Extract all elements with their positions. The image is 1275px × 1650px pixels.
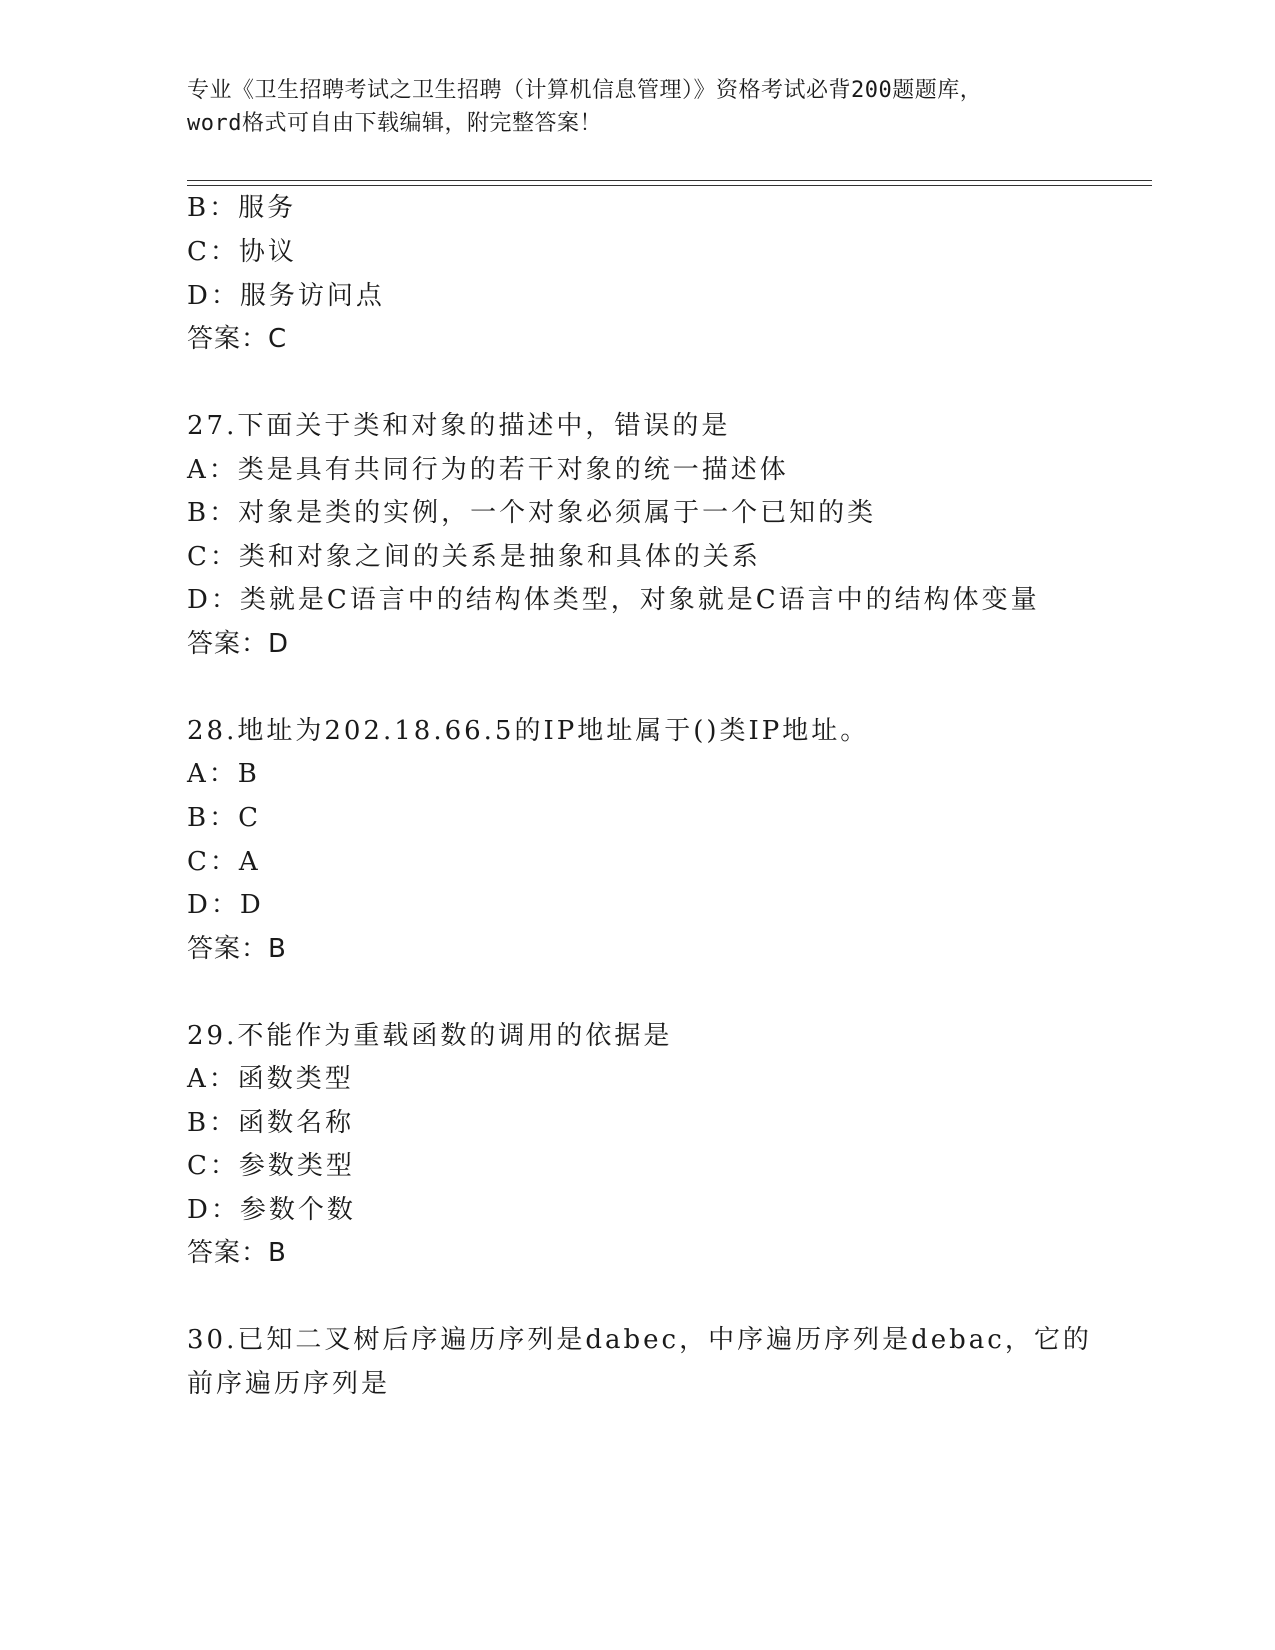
header-title-line-1: 专业《卫生招聘考试之卫生招聘（计算机信息管理）》资格考试必背200题题库， <box>187 78 983 103</box>
q26-option-b: B：服务 <box>187 193 297 223</box>
header-divider-bottom <box>187 185 1152 186</box>
q28-answer: 答案：B <box>187 934 287 964</box>
q27-stem: 27.下面关于类和对象的描述中，错误的是 <box>187 411 731 441</box>
q29-option-d: D：参数个数 <box>187 1195 356 1225</box>
q28-option-a: A：B <box>187 759 260 789</box>
q28-option-c: C：A <box>187 847 261 877</box>
header-divider-top <box>187 180 1152 181</box>
q27-answer: 答案：D <box>187 629 290 659</box>
q26-answer: 答案：C <box>187 324 288 354</box>
q27-option-a: A：类是具有共同行为的若干对象的统一描述体 <box>187 455 789 485</box>
q29-option-c: C：参数类型 <box>187 1151 355 1181</box>
document-header <box>187 74 1087 140</box>
q28-option-d: D：D <box>187 890 264 920</box>
q28-stem: 28.地址为202.18.66.5的IP地址属于()类IP地址。 <box>187 716 870 746</box>
q29-stem: 29.不能作为重载函数的调用的依据是 <box>187 1021 673 1051</box>
q26-option-d: D：服务访问点 <box>187 281 385 311</box>
q28-option-b: B：C <box>187 803 262 833</box>
q27-option-d: D：类就是C语言中的结构体类型，对象就是C语言中的结构体变量 <box>187 585 1040 615</box>
q30-stem-line-1: 30.已知二叉树后序遍历序列是dabec，中序遍历序列是debac，它的 <box>187 1325 1092 1355</box>
q30-stem-line-2: 前序遍历序列是 <box>187 1369 391 1399</box>
q29-option-b: B：函数名称 <box>187 1108 355 1138</box>
header-title-line-2: word格式可自由下载编辑，附完整答案！ <box>187 111 602 136</box>
q27-option-c: C：类和对象之间的关系是抽象和具体的关系 <box>187 542 761 572</box>
q29-option-a: A：函数类型 <box>187 1064 354 1094</box>
q27-option-b: B：对象是类的实例，一个对象必须属于一个已知的类 <box>187 498 877 528</box>
q29-answer: 答案：B <box>187 1238 287 1268</box>
q26-option-c: C：协议 <box>187 237 297 267</box>
